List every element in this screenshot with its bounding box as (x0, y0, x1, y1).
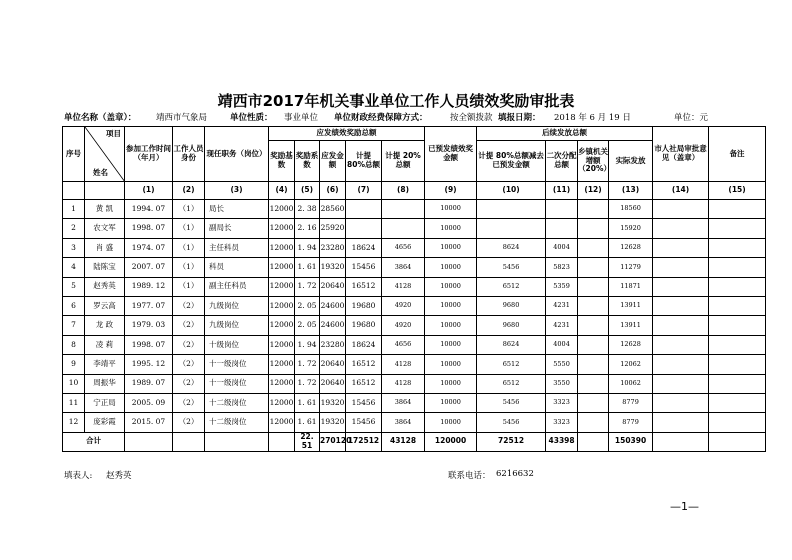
row-due: 28560 (320, 200, 346, 219)
row-identity: （2） (173, 316, 205, 335)
row-due: 25920 (320, 219, 346, 238)
row-position: 九级岗位 (205, 316, 269, 335)
row-identity: （1） (173, 219, 205, 238)
row-due: 19320 (320, 413, 346, 432)
row-hr-opinion (653, 413, 709, 432)
row-second: 4231 (546, 316, 578, 335)
row-township (578, 355, 609, 374)
row-base: 12000 (269, 219, 295, 238)
row-remark (709, 374, 766, 393)
header-seq: 序号 (63, 127, 85, 182)
row-p20: 4920 (382, 316, 425, 335)
total-row (63, 432, 766, 451)
row-actual: 15920 (609, 219, 653, 238)
row-prepaid: 10000 (425, 393, 477, 412)
row-join-time: 2007. 07 (125, 258, 173, 277)
row-prepaid: 10000 (425, 413, 477, 432)
table-row (63, 355, 766, 374)
row-township (578, 258, 609, 277)
row-due: 20640 (320, 355, 346, 374)
header-name: 姓名 (93, 168, 108, 178)
col-index: (1) (125, 182, 173, 200)
row-seq: 9 (63, 355, 85, 374)
row-p20: 4656 (382, 238, 425, 257)
row-coef: 1. 72 (295, 355, 320, 374)
row-identity: （1） (173, 238, 205, 257)
row-rest80: 6512 (477, 355, 546, 374)
row-join-time: 1989. 07 (125, 374, 173, 393)
row-hr-opinion (653, 258, 709, 277)
row-actual: 13911 (609, 316, 653, 335)
row-due: 20640 (320, 277, 346, 296)
row-coef: 1. 72 (295, 374, 320, 393)
row-due: 20640 (320, 374, 346, 393)
row-remark (709, 296, 766, 315)
row-hr-opinion (653, 277, 709, 296)
row-base: 12000 (269, 238, 295, 257)
row-remark (709, 219, 766, 238)
row-township (578, 393, 609, 412)
row-rest80: 6512 (477, 374, 546, 393)
header-prepaid: 已预发绩效奖金额 (425, 127, 477, 182)
col-index: (6) (320, 182, 346, 200)
row-township (578, 277, 609, 296)
row-name: 赵秀英 (85, 277, 125, 296)
col-index: (5) (295, 182, 320, 200)
row-name: 龙 政 (85, 316, 125, 335)
total-p80: 172512 (346, 432, 382, 451)
col-index: (12) (578, 182, 609, 200)
row-remark (709, 413, 766, 432)
row-remark (709, 238, 766, 257)
row-position: 副主任科员 (205, 277, 269, 296)
row-hr-opinion (653, 355, 709, 374)
row-due: 19320 (320, 393, 346, 412)
row-coef: 1. 61 (295, 393, 320, 412)
row-second: 5550 (546, 355, 578, 374)
row-prepaid: 10000 (425, 200, 477, 219)
row-remark (709, 393, 766, 412)
row-prepaid: 10000 (425, 258, 477, 277)
row-identity: （2） (173, 355, 205, 374)
row-prepaid: 10000 (425, 219, 477, 238)
table-row (63, 219, 766, 238)
nature-label: 单位性质： (230, 113, 273, 123)
header-rest80: 计提 80%总额减去已预发金额 (477, 141, 546, 182)
row-actual: 12628 (609, 238, 653, 257)
row-rest80: 9680 (477, 296, 546, 315)
footer (64, 469, 724, 481)
row-hr-opinion (653, 335, 709, 354)
table-row (63, 374, 766, 393)
row-name: 肖 盛 (85, 238, 125, 257)
row-township (578, 296, 609, 315)
table-row (63, 200, 766, 219)
row-township (578, 335, 609, 354)
header-second: 二次分配总额 (546, 141, 578, 182)
row-identity: （2） (173, 335, 205, 354)
row-p80: 16512 (346, 374, 382, 393)
total-label: 合计 (63, 432, 125, 451)
row-due: 23280 (320, 238, 346, 257)
row-rest80: 6512 (477, 277, 546, 296)
header-position: 现任职务（岗位） (205, 127, 269, 182)
row-rest80: 5456 (477, 413, 546, 432)
row-rest80: 5456 (477, 393, 546, 412)
row-base: 12000 (269, 258, 295, 277)
row-actual: 8779 (609, 413, 653, 432)
row-prepaid: 10000 (425, 355, 477, 374)
meta-line (64, 111, 724, 125)
col-index: (10) (477, 182, 546, 200)
header-identity: 工作人员身份 (173, 127, 205, 182)
phone-label: 联系电话： (448, 471, 491, 481)
row-actual: 18560 (609, 200, 653, 219)
row-identity: （1） (173, 258, 205, 277)
row-identity: （2） (173, 374, 205, 393)
total-prepaid: 120000 (425, 432, 477, 451)
date-value: 2018 年 6 月 19 日 (554, 113, 631, 123)
row-join-time: 1998. 07 (125, 219, 173, 238)
row-prepaid: 10000 (425, 277, 477, 296)
row-remark (709, 316, 766, 335)
row-p80: 15456 (346, 413, 382, 432)
row-p20: 3864 (382, 413, 425, 432)
row-name: 庞彩霞 (85, 413, 125, 432)
row-second: 3323 (546, 393, 578, 412)
row-p20 (382, 219, 425, 238)
row-seq: 11 (63, 393, 85, 412)
row-join-time: 1977. 07 (125, 296, 173, 315)
row-actual: 13911 (609, 296, 653, 315)
phone-value: 6216632 (496, 469, 534, 479)
table-row (63, 335, 766, 354)
table-row (63, 296, 766, 315)
row-coef: 1. 94 (295, 238, 320, 257)
row-join-time: 1998. 07 (125, 335, 173, 354)
row-prepaid: 10000 (425, 238, 477, 257)
table-row (63, 277, 766, 296)
row-position: 局长 (205, 200, 269, 219)
row-base: 12000 (269, 374, 295, 393)
row-base: 12000 (269, 413, 295, 432)
funding-value: 按全额拨款 (450, 113, 493, 123)
row-base: 12000 (269, 296, 295, 315)
header-coef: 奖励系数 (295, 141, 320, 182)
row-rest80: 9680 (477, 316, 546, 335)
header-township: 乡镇机关增额（20%） (578, 141, 609, 182)
row-rest80 (477, 200, 546, 219)
row-seq: 7 (63, 316, 85, 335)
row-coef: 2. 05 (295, 316, 320, 335)
row-name: 周振华 (85, 374, 125, 393)
col-index: (8) (382, 182, 425, 200)
row-identity: （1） (173, 277, 205, 296)
row-p80 (346, 200, 382, 219)
table-row (63, 413, 766, 432)
table-body (63, 200, 766, 452)
header-item: 项目 (106, 129, 121, 138)
row-p20: 4656 (382, 335, 425, 354)
row-position: 九级岗位 (205, 296, 269, 315)
row-p80: 16512 (346, 277, 382, 296)
row-join-time: 2005. 09 (125, 393, 173, 412)
header-group-due: 应发绩效奖励总额 (269, 127, 425, 141)
row-coef: 1. 61 (295, 413, 320, 432)
row-base: 12000 (269, 393, 295, 412)
row-due: 19320 (320, 258, 346, 277)
total-p20: 43128 (382, 432, 425, 451)
col-index: (3) (205, 182, 269, 200)
header-hr-opinion: 市人社局审批意见（盖章） (653, 127, 709, 182)
unit-label: 单位名称（盖章）： (64, 113, 137, 123)
row-base: 12000 (269, 316, 295, 335)
row-rest80: 8624 (477, 238, 546, 257)
row-rest80: 8624 (477, 335, 546, 354)
row-actual: 11871 (609, 277, 653, 296)
row-position: 十二级岗位 (205, 393, 269, 412)
table-row (63, 393, 766, 412)
currency-label: 单位：元 (674, 113, 709, 123)
row-second: 3323 (546, 413, 578, 432)
row-coef: 2. 16 (295, 219, 320, 238)
row-position: 主任科员 (205, 238, 269, 257)
row-p20 (382, 200, 425, 219)
unit-value: 靖西市气象局 (156, 113, 208, 123)
row-name: 宁正局 (85, 393, 125, 412)
page-title: 靖西市2017年机关事业单位工作人员绩效奖励审批表 (217, 92, 575, 110)
row-actual: 11279 (609, 258, 653, 277)
row-join-time: 1994. 07 (125, 200, 173, 219)
row-seq: 6 (63, 296, 85, 315)
table-row (63, 258, 766, 277)
row-actual: 8779 (609, 393, 653, 412)
table-row (63, 316, 766, 335)
row-p80: 19680 (346, 296, 382, 315)
row-prepaid: 10000 (425, 296, 477, 315)
row-seq: 4 (63, 258, 85, 277)
header-due: 应发金额 (320, 141, 346, 182)
row-p20: 4128 (382, 277, 425, 296)
row-remark (709, 258, 766, 277)
row-identity: （2） (173, 413, 205, 432)
row-prepaid: 10000 (425, 316, 477, 335)
row-coef: 1. 61 (295, 258, 320, 277)
row-hr-opinion (653, 238, 709, 257)
row-remark (709, 200, 766, 219)
header-item-name (85, 127, 125, 182)
nature-value: 事业单位 (284, 113, 319, 123)
row-p20: 4128 (382, 355, 425, 374)
row-township (578, 219, 609, 238)
row-p20: 4920 (382, 296, 425, 315)
row-township (578, 238, 609, 257)
row-second: 3550 (546, 374, 578, 393)
row-p20: 3864 (382, 393, 425, 412)
row-second: 5823 (546, 258, 578, 277)
row-identity: （2） (173, 393, 205, 412)
col-index: (14) (653, 182, 709, 200)
row-identity: （2） (173, 296, 205, 315)
row-position: 十级岗位 (205, 335, 269, 354)
row-join-time: 1979. 03 (125, 316, 173, 335)
row-base: 12000 (269, 200, 295, 219)
row-base: 12000 (269, 355, 295, 374)
col-index: (15) (709, 182, 766, 200)
row-second: 4231 (546, 296, 578, 315)
row-p80: 19680 (346, 316, 382, 335)
total-actual: 150390 (609, 432, 653, 451)
row-name: 凌 莉 (85, 335, 125, 354)
row-seq: 12 (63, 413, 85, 432)
col-index: (2) (173, 182, 205, 200)
col-index: (4) (269, 182, 295, 200)
header-p80: 计提 80%总额 (346, 141, 382, 182)
row-p20: 3864 (382, 258, 425, 277)
total-coef: 22. 51 (295, 432, 320, 451)
header-group-followup: 后续发放总额 (477, 127, 653, 141)
row-base: 12000 (269, 277, 295, 296)
header-actual: 实际发放 (609, 141, 653, 182)
row-p80: 15456 (346, 393, 382, 412)
row-township (578, 413, 609, 432)
row-seq: 5 (63, 277, 85, 296)
row-hr-opinion (653, 219, 709, 238)
row-coef: 2. 38 (295, 200, 320, 219)
row-position: 副局长 (205, 219, 269, 238)
row-hr-opinion (653, 200, 709, 219)
row-seq: 8 (63, 335, 85, 354)
row-base: 12000 (269, 335, 295, 354)
row-position: 十一级岗位 (205, 355, 269, 374)
date-label: 填报日期： (498, 113, 541, 123)
row-second (546, 200, 578, 219)
row-hr-opinion (653, 296, 709, 315)
row-actual: 12628 (609, 335, 653, 354)
row-prepaid: 10000 (425, 335, 477, 354)
row-name: 李靖平 (85, 355, 125, 374)
row-identity: （1） (173, 200, 205, 219)
row-township (578, 374, 609, 393)
row-township (578, 200, 609, 219)
row-p80 (346, 219, 382, 238)
row-rest80: 5456 (477, 258, 546, 277)
row-due: 23280 (320, 335, 346, 354)
row-actual: 12062 (609, 355, 653, 374)
row-hr-opinion (653, 374, 709, 393)
row-join-time: 1989. 12 (125, 277, 173, 296)
row-name: 陆陈宝 (85, 258, 125, 277)
row-second: 4004 (546, 335, 578, 354)
total-second: 43398 (546, 432, 578, 451)
row-p80: 16512 (346, 355, 382, 374)
row-seq: 2 (63, 219, 85, 238)
row-second: 5359 (546, 277, 578, 296)
row-position: 科员 (205, 258, 269, 277)
row-p80: 15456 (346, 258, 382, 277)
row-join-time: 1995. 12 (125, 355, 173, 374)
funding-label: 单位财政经费保障方式： (334, 113, 428, 123)
col-index: (9) (425, 182, 477, 200)
header-p20: 计提 20%总额 (382, 141, 425, 182)
row-p80: 18624 (346, 335, 382, 354)
row-actual: 10062 (609, 374, 653, 393)
row-coef: 1. 94 (295, 335, 320, 354)
row-position: 十二级岗位 (205, 413, 269, 432)
row-hr-opinion (653, 393, 709, 412)
row-seq: 3 (63, 238, 85, 257)
total-due: 270120 (320, 432, 346, 451)
row-second: 4004 (546, 238, 578, 257)
row-join-time: 2015. 07 (125, 413, 173, 432)
row-seq: 1 (63, 200, 85, 219)
row-remark (709, 277, 766, 296)
header-remark: 备注 (709, 127, 766, 182)
row-position: 十一级岗位 (205, 374, 269, 393)
filler-value: 赵秀英 (106, 471, 132, 481)
header-join-time: 参加工作时间（年月） (125, 127, 173, 182)
row-prepaid: 10000 (425, 374, 477, 393)
row-coef: 1. 72 (295, 277, 320, 296)
total-rest80: 72512 (477, 432, 546, 451)
filler-label: 填表人: (64, 471, 93, 481)
row-second (546, 219, 578, 238)
row-coef: 2. 05 (295, 296, 320, 315)
row-name: 农文军 (85, 219, 125, 238)
row-due: 24600 (320, 296, 346, 315)
col-index: (7) (346, 182, 382, 200)
col-index: (11) (546, 182, 578, 200)
row-join-time: 1974. 07 (125, 238, 173, 257)
approval-table (62, 126, 766, 452)
row-p80: 18624 (346, 238, 382, 257)
row-remark (709, 355, 766, 374)
row-due: 24600 (320, 316, 346, 335)
col-index: (13) (609, 182, 653, 200)
header-base: 奖励基数 (269, 141, 295, 182)
row-rest80 (477, 219, 546, 238)
row-seq: 10 (63, 374, 85, 393)
row-township (578, 316, 609, 335)
row-name: 黄 凯 (85, 200, 125, 219)
row-hr-opinion (653, 316, 709, 335)
row-name: 罗云高 (85, 296, 125, 315)
row-p20: 4128 (382, 374, 425, 393)
column-index-row (63, 182, 766, 200)
page-number: —1— (670, 500, 699, 513)
row-remark (709, 335, 766, 354)
table-row (63, 238, 766, 257)
